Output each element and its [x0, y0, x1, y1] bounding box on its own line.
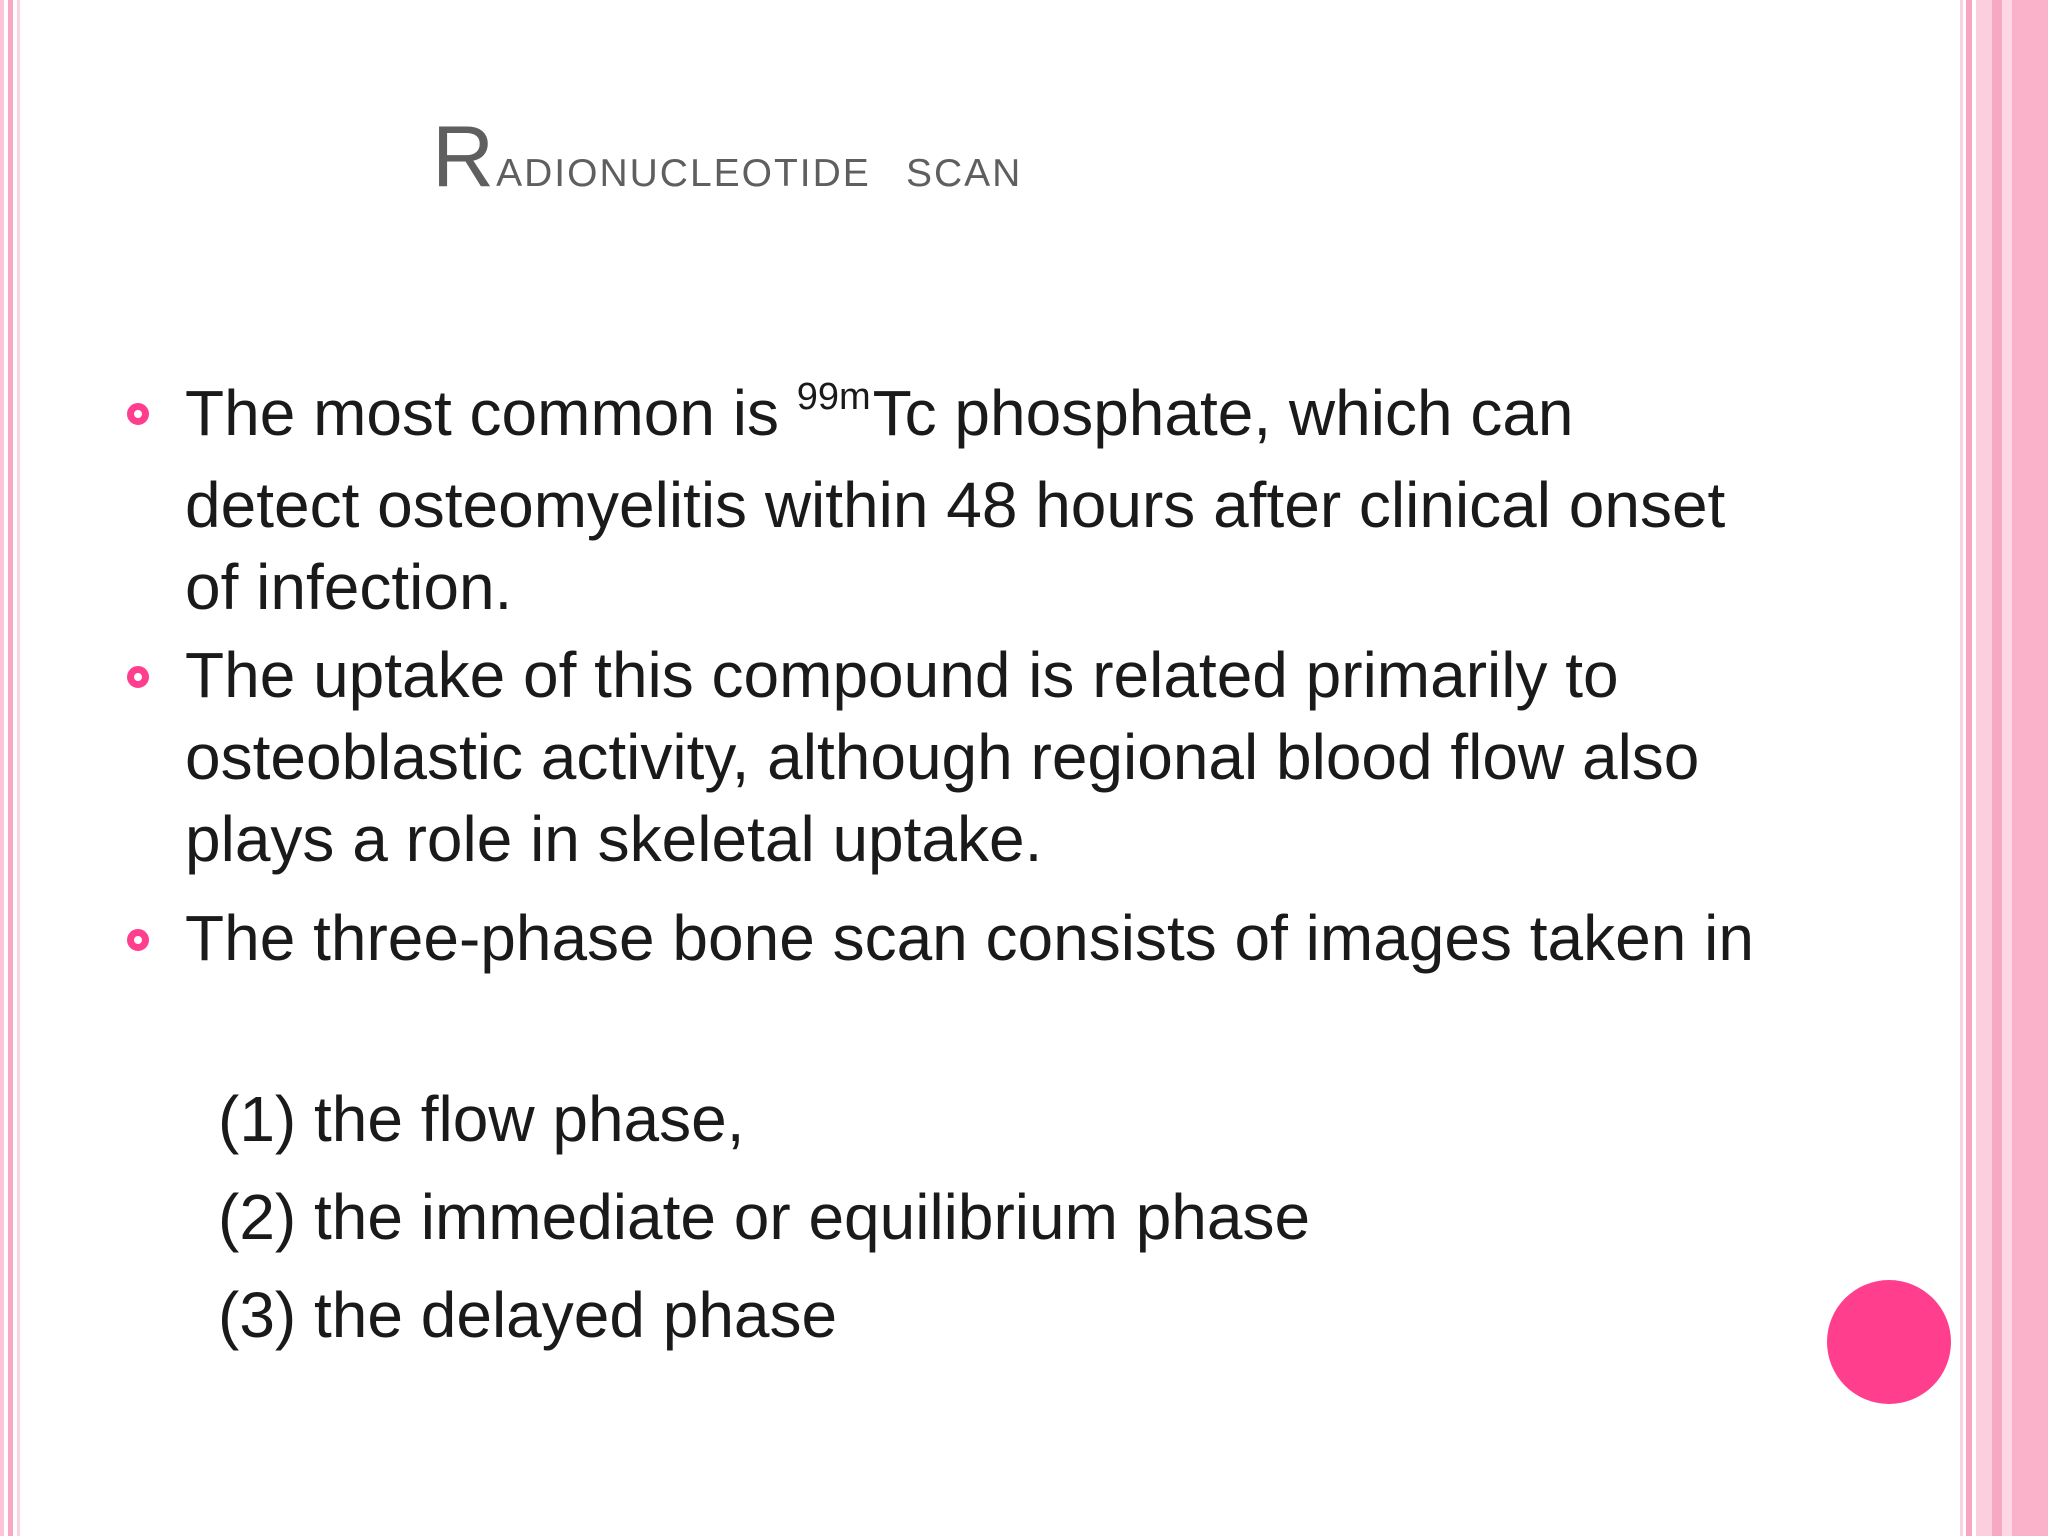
bullet-1-text-start: The most common is [185, 377, 797, 449]
left-border-stripe [17, 0, 20, 1536]
bullet-1-text-end: Tc phosphate, which can detect osteomyelitis within 48 hours after clinical onset of infection. [185, 377, 1726, 623]
phase-item-1: (1) the flow phase, [218, 1083, 745, 1155]
bullet-item-1 [185, 372, 1765, 628]
right-border-stripe [1966, 0, 1972, 1536]
bullet-item-3: The three-phase bone scan consists of images taken in [185, 902, 1754, 974]
title-initial: R [432, 109, 497, 205]
right-border-stripe [1960, 0, 1963, 1536]
slide-title [432, 108, 1022, 207]
phase-item-3: (3) the delayed phase [218, 1279, 838, 1351]
right-border-stripe [1992, 0, 2002, 1536]
bullet-ring-icon [127, 403, 149, 425]
title-rest: adionucleotide scan [496, 135, 1023, 198]
isotope-superscript: 99m [796, 376, 871, 418]
right-border-stripe [1976, 0, 1992, 1536]
left-border-stripe [8, 0, 13, 1536]
right-border-stripe [2012, 0, 2048, 1536]
bullet-item-2: The uptake of this compound is related primarily to osteoblastic activity, although regional blood flow also plays a role in skeletal uptake. [185, 639, 1700, 875]
bullet-ring-icon [127, 666, 149, 688]
phase-item-2: (2) the immediate or equilibrium phase [218, 1181, 1311, 1253]
right-border-stripe [2002, 0, 2012, 1536]
decorative-circle [1827, 1280, 1951, 1404]
left-border-stripe [0, 0, 4, 1536]
bullet-ring-icon [127, 929, 149, 951]
